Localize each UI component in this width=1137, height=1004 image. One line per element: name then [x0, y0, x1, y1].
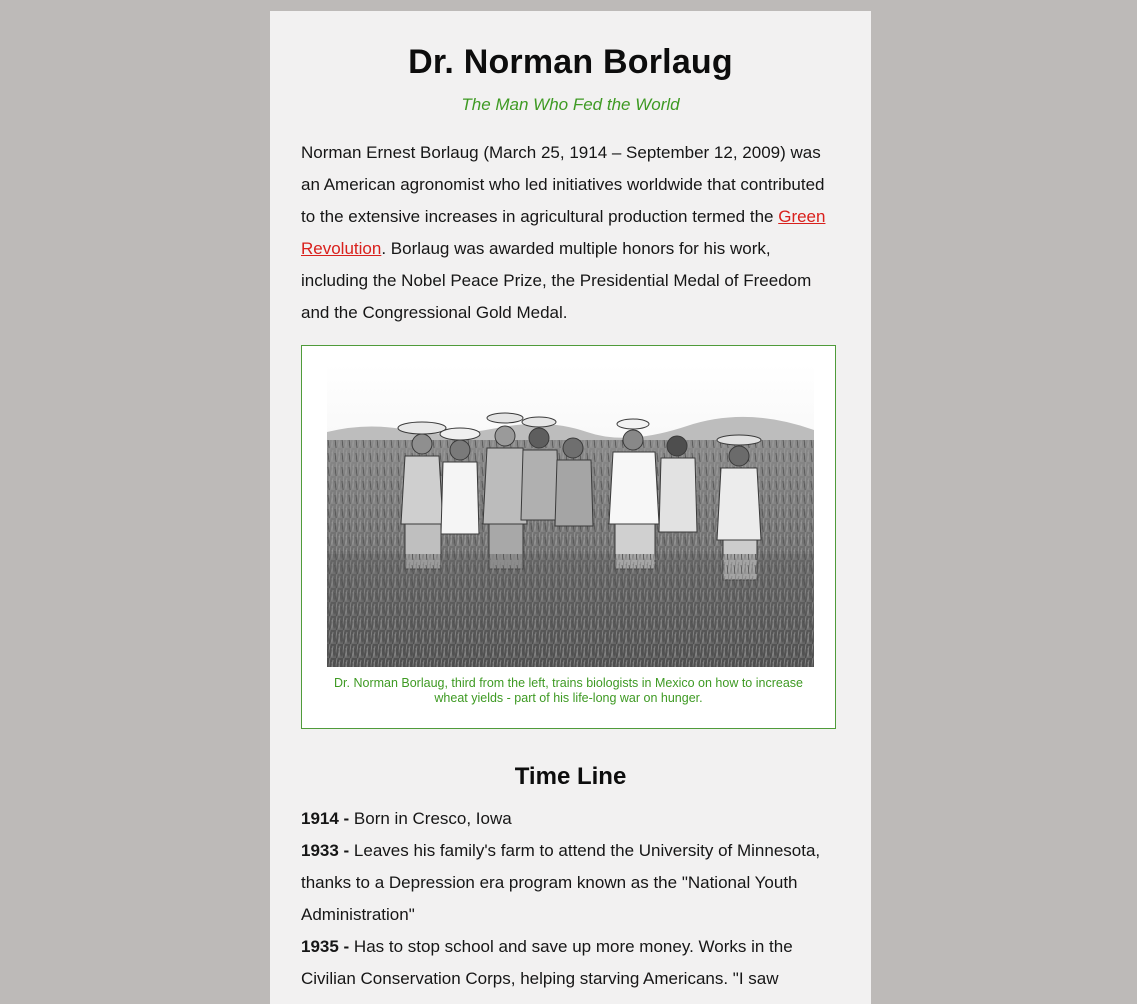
green-revolution-link[interactable]: Green Revolution	[301, 207, 826, 258]
timeline-heading: Time Line	[514, 763, 627, 790]
timeline-year: 1933 -	[301, 841, 350, 860]
timeline-text: Leaves his family's farm to attend the University of Minnesota, thanks to a Depression era program known as the "National Youth Administration"	[301, 841, 821, 924]
timeline-entry	[301, 931, 841, 995]
timeline-year: 1935 -	[301, 937, 350, 956]
borlaug-field-photo	[327, 364, 814, 667]
timeline-list	[301, 803, 841, 995]
image-figure	[301, 345, 836, 729]
timeline-text: Born in Cresco, Iowa	[349, 809, 512, 828]
page-subtitle: The Man Who Fed the World	[461, 95, 680, 114]
page-title: Dr. Norman Borlaug	[408, 43, 733, 81]
timeline-entry	[301, 803, 841, 835]
intro-text-end: . Borlaug was awarded multiple honors for his work, including the Nobel Peace Prize, the Presidential Medal of Freedom and the Congressional Gold Medal.	[301, 239, 812, 322]
timeline-entry	[301, 835, 841, 931]
timeline-year: 1914 -	[301, 809, 350, 828]
timeline-text: Has to stop school and save up more money. Works in the Civilian Conservation Corps, helping starving Americans. "I saw	[301, 937, 793, 988]
intro-paragraph	[301, 137, 841, 329]
figure-caption: Dr. Norman Borlaug, third from the left, trains biologists in Mexico on how to increase wheat yields - part of his life-long war on hunger.	[334, 676, 803, 705]
intro-text-start: Norman Ernest Borlaug (March 25, 1914 – September 12, 2009) was an American agronomist who led initiatives worldwide that contributed to the extensive increases in agricultural production termed the	[301, 143, 825, 226]
tribute-page	[270, 11, 871, 1004]
